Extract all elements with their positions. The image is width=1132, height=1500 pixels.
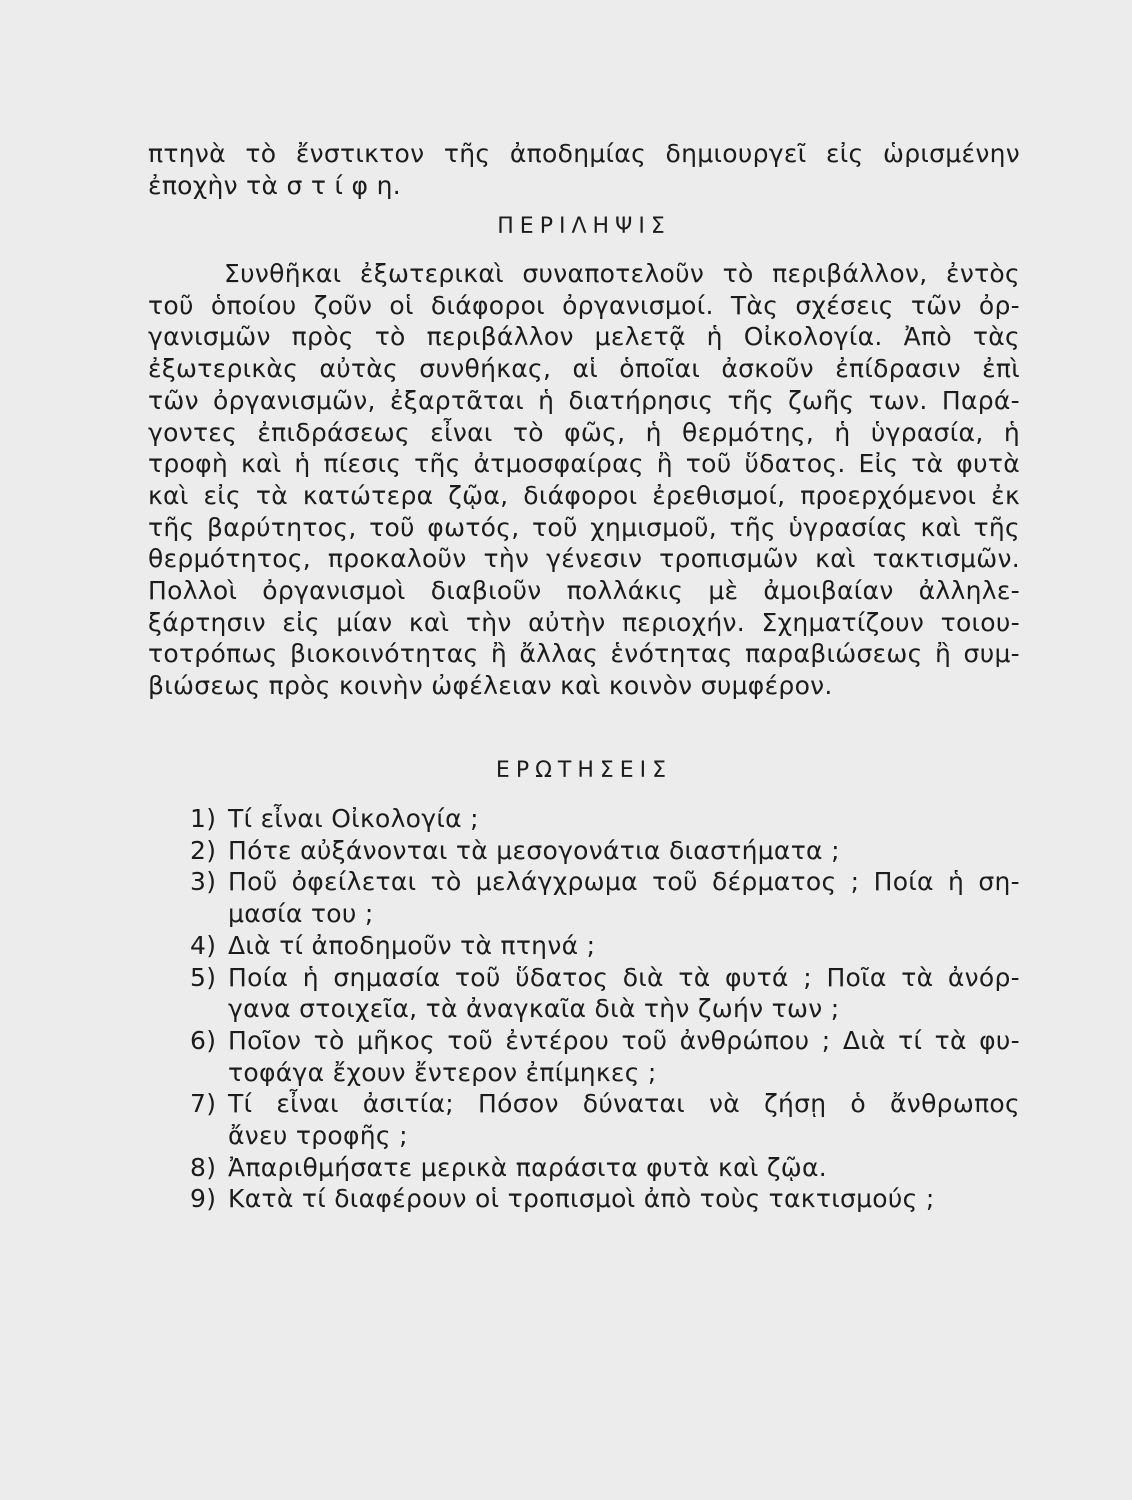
question-item (190, 866, 1020, 929)
question-text: Ποία ἡ σημασία τοῦ ὕδατος διὰ τὰ φυτά ; Ποῖα τὰ ἀνόρ- (228, 962, 1020, 992)
summary-line: γοντες ἐπιδράσεως εἶναι τὸ φῶς, ἡ θερμότης, ἡ ὑγρασία, ἡ (148, 417, 1020, 447)
question-number: 1) (190, 804, 217, 833)
summary-heading: ΠΕΡΙΛΗΨΙΣ (497, 214, 671, 239)
question-number: 6) (190, 1025, 217, 1055)
intro-line: πτηνὰ τὸ ἔνστικτον τῆς ἀποδημίας δημιουργεῖ εἰς ὡρισμένην (148, 139, 1020, 168)
question-number: 2) (190, 835, 217, 865)
summary-line: βιώσεως πρὸς κοινὴν ὠφέλειαν καὶ κοινὸν συμφέρον. (148, 671, 833, 701)
question-line (190, 1025, 1020, 1057)
question-text: μασία του ; (228, 899, 374, 929)
question-item (190, 930, 1020, 962)
question-text: Τί εἶναι Οἰκολογία ; (228, 804, 479, 833)
question-item (190, 1152, 1020, 1184)
question-item (190, 1088, 1020, 1151)
question-number: 3) (190, 867, 217, 897)
question-line (190, 1183, 1020, 1215)
summary-line: Συνθῆκαι ἐξωτερικαὶ συναποτελοῦν τὸ περιβάλλον, ἐντὸς (224, 259, 1020, 288)
question-text: Ποῦ ὀφείλεται τὸ μελάγχρωμα τοῦ δέρματος ; Ποία ἡ ση- (228, 867, 1020, 897)
question-line (190, 866, 1020, 898)
question-number: 8) (190, 1152, 217, 1182)
summary-line: ἐξωτερικὰς αὐτὰς συνθήκας, αἱ ὁποῖαι ἀσκοῦν ἐπίδρασιν ἐπὶ (148, 354, 1020, 384)
questions-list (190, 803, 1020, 1215)
question-text: Διὰ τί ἀποδημοῦν τὰ πτηνά ; (228, 930, 596, 960)
summary-line: ξάρτησιν εἰς μίαν καὶ τὴν αὐτὴν περιοχήν. Σχηματίζουν τοιου- (148, 607, 1020, 637)
question-item (190, 962, 1020, 1025)
question-number: 7) (190, 1089, 217, 1119)
summary-paragraph (148, 258, 1020, 702)
intro-line: ἐποχὴν τὰ σ τ ί φ η. (148, 170, 401, 200)
question-line (228, 993, 1020, 1025)
summary-line: τῆς βαρύτητος, τοῦ φωτός, τοῦ χημισμοῦ, τῆς ὑγρασίας καὶ τῆς (148, 512, 1020, 542)
question-line (228, 898, 1020, 930)
question-line (190, 1088, 1020, 1120)
intro-paragraph (148, 138, 1020, 201)
question-text: γανα στοιχεῖα, τὰ ἀναγκαῖα διὰ τὴν ζωήν των ; (228, 994, 840, 1024)
question-item (190, 835, 1020, 867)
summary-line: Πολλοὶ ὀργανισμοὶ διαβιοῦν πολλάκις μὲ ἀμοιβαίαν ἀλληλε- (148, 576, 1020, 606)
question-number: 9) (190, 1184, 217, 1214)
question-number: 4) (190, 930, 217, 960)
question-line (228, 1120, 1020, 1152)
question-line (228, 1057, 1020, 1089)
question-line (190, 803, 1020, 835)
question-text: Ἀπαριθμήσατε μερικὰ παράσιτα φυτὰ καὶ ζῷα. (228, 1152, 828, 1182)
question-item (190, 1025, 1020, 1088)
question-text: Τί εἶναι ἀσιτία; Πόσον δύναται νὰ ζήσῃ ὁ ἄνθρωπος (228, 1089, 1020, 1119)
summary-line: τῶν ὀργανισμῶν, ἐξαρτᾶται ἡ διατήρησις τῆς ζωῆς των. Παρά- (148, 385, 1020, 415)
question-line (190, 962, 1020, 994)
summary-line: τοτρόπως βιοκοινότητας ἢ ἄλλας ἑνότητας παραβιώσεως ἢ συμ- (148, 639, 1020, 669)
question-text: ἄνευ τροφῆς ; (228, 1121, 408, 1151)
question-text: Κατὰ τί διαφέρουν οἱ τροπισμοὶ ἀπὸ τοὺς τακτισμούς ; (228, 1184, 935, 1214)
summary-line: γανισμῶν πρὸς τὸ περιβάλλον μελετᾷ ἡ Οἰκολογία. Ἀπὸ τὰς (148, 322, 1020, 352)
question-text: Πότε αὐξάνονται τὰ μεσογονάτια διαστήματα ; (228, 835, 840, 865)
summary-line: καὶ εἰς τὰ κατώτερα ζῷα, διάφοροι ἐρεθισμοί, προερχόμενοι ἐκ (148, 480, 1020, 510)
question-text: Ποῖον τὸ μῆκος τοῦ ἐντέρου τοῦ ἀνθρώπου ; Διὰ τί τὰ φυ- (228, 1025, 1020, 1055)
questions-heading: ΕΡΩΤΗΣΕΙΣ (495, 758, 673, 783)
summary-line: τοῦ ὁποίου ζοῦν οἱ διάφοροι ὀργανισμοί. Τὰς σχέσεις τῶν ὀρ- (148, 290, 1020, 320)
question-line (190, 1152, 1020, 1184)
summary-line: θερμότητος, προκαλοῦν τὴν γένεσιν τροπισμῶν καὶ τακτισμῶν. (148, 544, 1020, 574)
question-item (190, 1183, 1020, 1215)
question-line (190, 835, 1020, 867)
question-item (190, 803, 1020, 835)
summary-line: τροφὴ καὶ ἡ πίεσις τῆς ἀτμοσφαίρας ἢ τοῦ ὕδατος. Εἰς τὰ φυτὰ (148, 449, 1020, 479)
question-line (190, 930, 1020, 962)
question-number: 5) (190, 962, 217, 992)
question-text: τοφάγα ἔχουν ἔντερον ἐπίμηκες ; (228, 1057, 657, 1087)
